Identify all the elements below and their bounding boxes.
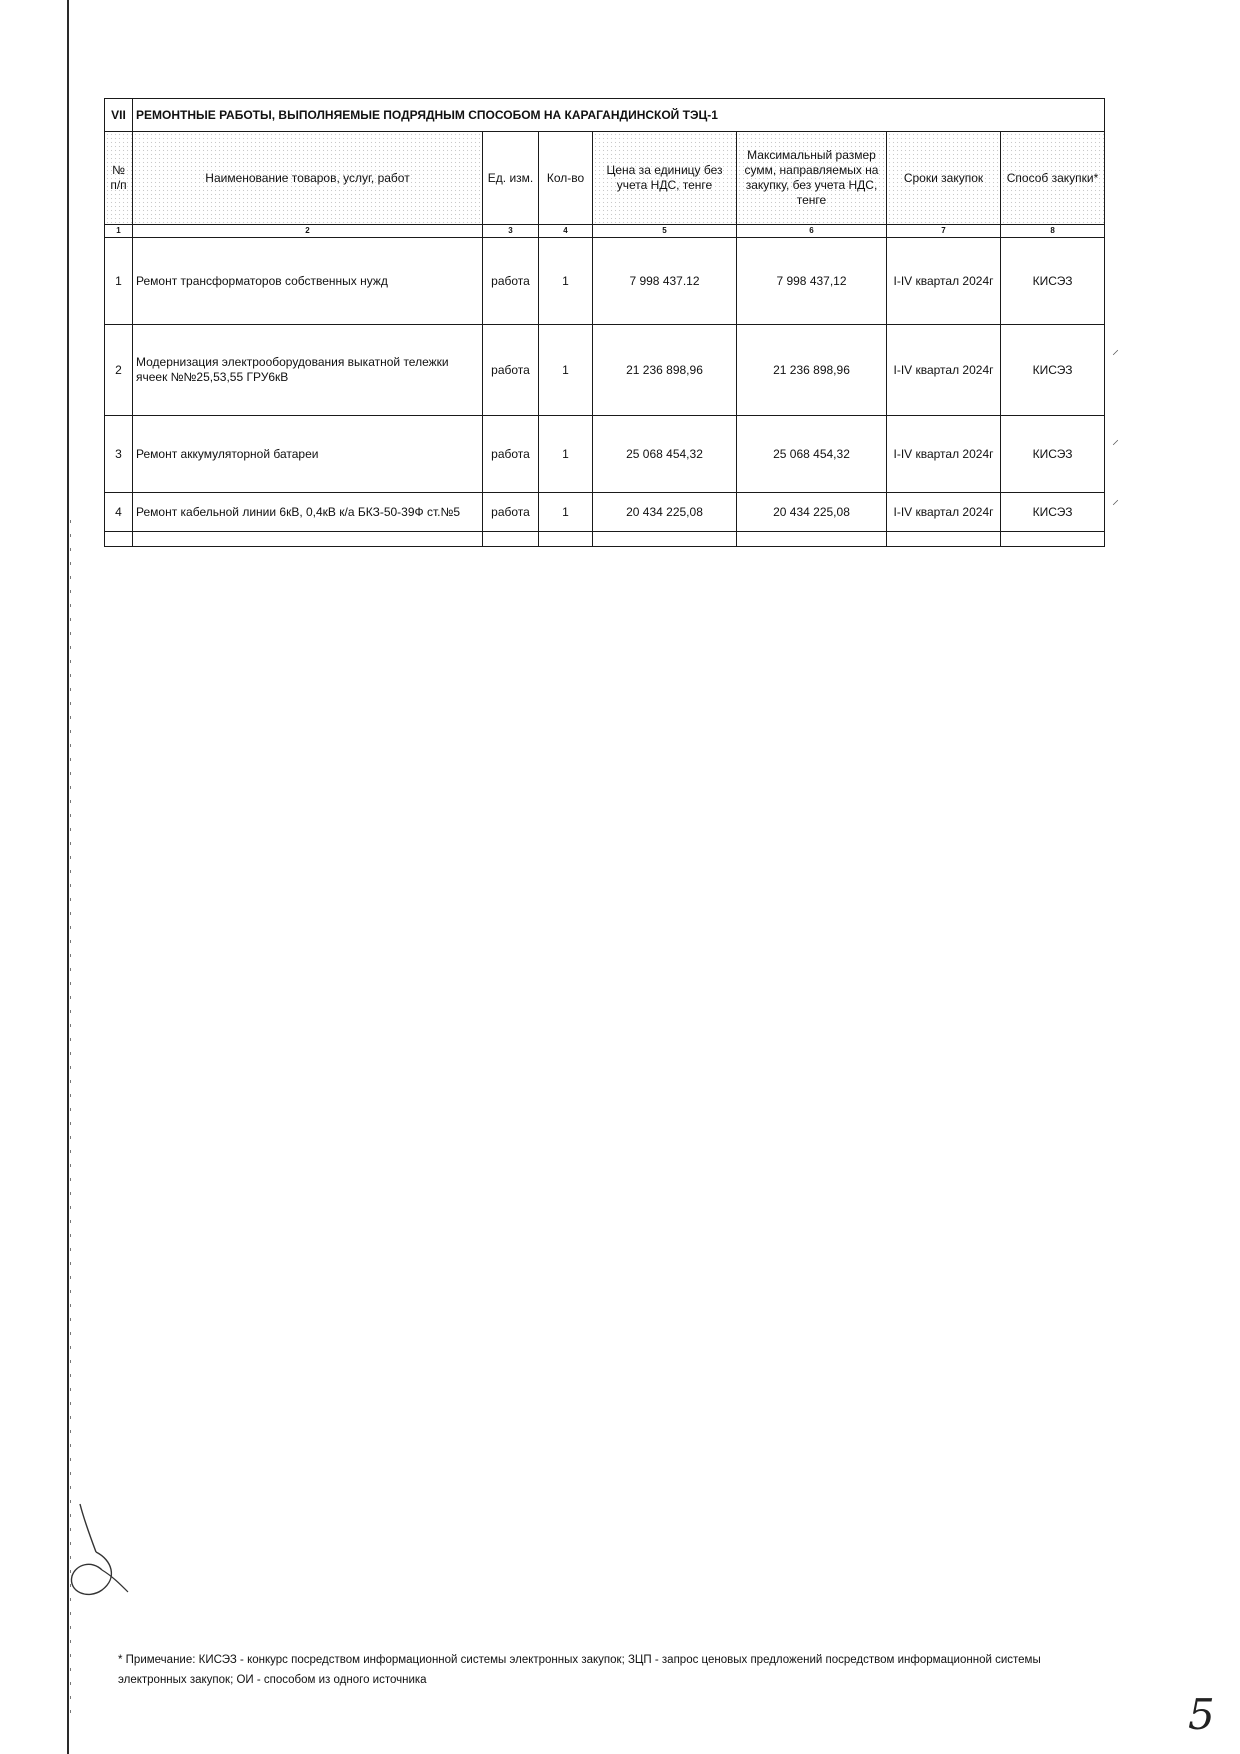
- row-qty: 1: [539, 416, 593, 493]
- header-cell: Цена за единицу без учета НДС, тенге: [593, 132, 737, 225]
- row-period: I-IV квартал 2024г: [887, 325, 1001, 416]
- table-row: [105, 238, 1105, 325]
- section-number: VII: [105, 99, 133, 132]
- header-cell: Сроки закупок: [887, 132, 1001, 225]
- column-number: 2: [133, 225, 483, 238]
- row-max-sum: 20 434 225,08: [737, 493, 887, 532]
- row-qty: 1: [539, 493, 593, 532]
- row-max-sum: 25 068 454,32: [737, 416, 887, 493]
- header-cell: Способ закупки*: [1001, 132, 1105, 225]
- section-title: РЕМОНТНЫЕ РАБОТЫ, ВЫПОЛНЯЕМЫЕ ПОДРЯДНЫМ СПОСОБОМ НА КАРАГАНДИНСКОЙ ТЭЦ-1: [133, 99, 1105, 132]
- row-name: Ремонт трансформаторов собственных нужд: [133, 238, 483, 325]
- row-period: I-IV квартал 2024г: [887, 238, 1001, 325]
- row-unit: работа: [483, 238, 539, 325]
- section-row: [105, 99, 1105, 132]
- row-qty: 1: [539, 238, 593, 325]
- column-number: 4: [539, 225, 593, 238]
- row-name: Ремонт кабельной линии 6кВ, 0,4кВ к/а БКЗ-50-39Ф ст.№5: [133, 493, 483, 532]
- row-method: КИСЭЗ: [1001, 238, 1105, 325]
- row-period: I-IV квартал 2024г: [887, 493, 1001, 532]
- column-number: 6: [737, 225, 887, 238]
- scan-mark: ⸝: [1112, 341, 1119, 357]
- row-price: 21 236 898,96: [593, 325, 737, 416]
- row-unit: работа: [483, 416, 539, 493]
- row-max-sum: 7 998 437,12: [737, 238, 887, 325]
- row-method: КИСЭЗ: [1001, 416, 1105, 493]
- row-period: I-IV квартал 2024г: [887, 416, 1001, 493]
- row-price: 20 434 225,08: [593, 493, 737, 532]
- row-number: 3: [105, 416, 133, 493]
- row-name: Модернизация электрооборудования выкатной тележки ячеек №№25,53,55 ГРУ6кВ: [133, 325, 483, 416]
- table-row: [105, 493, 1105, 532]
- column-number: 3: [483, 225, 539, 238]
- row-number: 1: [105, 238, 133, 325]
- row-unit: работа: [483, 325, 539, 416]
- header-cell: Максимальный размер сумм, направляемых на закупку, без учета НДС, тенге: [737, 132, 887, 225]
- row-method: КИСЭЗ: [1001, 493, 1105, 532]
- header-cell: Наименование товаров, услуг, работ: [133, 132, 483, 225]
- header-cell: Ед. изм.: [483, 132, 539, 225]
- header-row: [105, 132, 1105, 225]
- column-number-row: [105, 225, 1105, 238]
- scan-mark: ⸝: [1112, 431, 1119, 447]
- row-number: 2: [105, 325, 133, 416]
- procurement-table: [104, 98, 1105, 547]
- scan-mark: ⸝: [1112, 491, 1119, 507]
- row-method: КИСЭЗ: [1001, 325, 1105, 416]
- page-number: 5: [1188, 1690, 1215, 1739]
- row-number: 4: [105, 493, 133, 532]
- row-price: 7 998 437.12: [593, 238, 737, 325]
- header-cell: Кол-во: [539, 132, 593, 225]
- handwritten-mark: [62, 1500, 142, 1610]
- column-number: 7: [887, 225, 1001, 238]
- row-unit: работа: [483, 493, 539, 532]
- column-number: 1: [105, 225, 133, 238]
- column-number: 5: [593, 225, 737, 238]
- header-cell: № п/п: [105, 132, 133, 225]
- row-name: Ремонт аккумуляторной батареи: [133, 416, 483, 493]
- table-row: [105, 325, 1105, 416]
- empty-row: [105, 532, 1105, 547]
- table-row: [105, 416, 1105, 493]
- row-max-sum: 21 236 898,96: [737, 325, 887, 416]
- row-qty: 1: [539, 325, 593, 416]
- column-number: 8: [1001, 225, 1105, 238]
- footnote: * Примечание: КИСЭЗ - конкурс посредством информационной системы электронных закупок; ЗЦП - запрос ценовых предложений посредством информационной системы электронных закупок; ОИ - способом из одного источника: [118, 1654, 1041, 1686]
- binding-margin-line: [67, 0, 69, 1754]
- row-price: 25 068 454,32: [593, 416, 737, 493]
